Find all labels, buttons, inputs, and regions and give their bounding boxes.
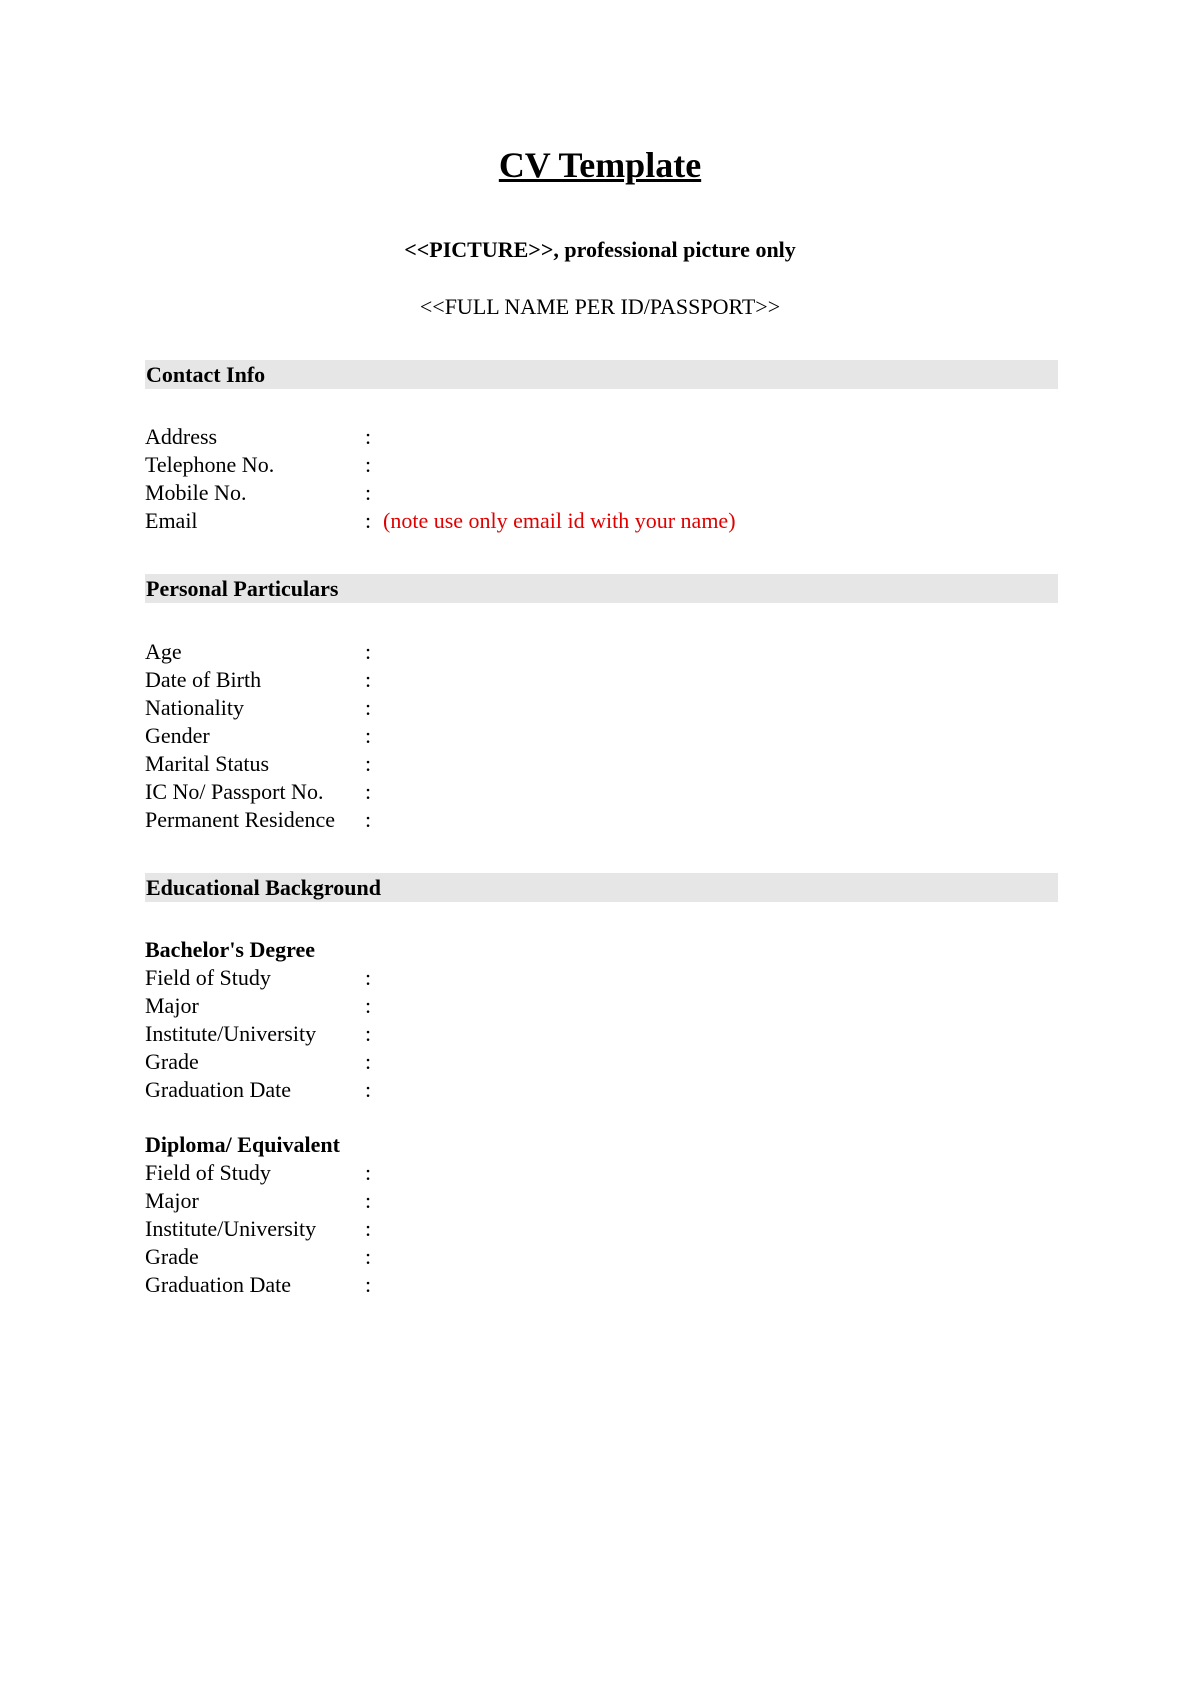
- field-label: Major: [145, 993, 199, 1018]
- field-label: Permanent Residence: [145, 807, 335, 832]
- field-label: Institute/University: [145, 1021, 317, 1046]
- field-label: Grade: [145, 1244, 199, 1269]
- field-label: Field of Study: [145, 965, 271, 990]
- email-note: (note use only email id with your name): [383, 508, 736, 533]
- field-label: Marital Status: [145, 751, 270, 776]
- picture-placeholder: <<PICTURE>>, professional picture only: [404, 237, 796, 262]
- field-colon: :: [365, 1272, 372, 1297]
- field-label: Address: [145, 424, 218, 449]
- field-label: Institute/University: [145, 1216, 317, 1241]
- full-name-placeholder: <<FULL NAME PER ID/PASSPORT>>: [419, 294, 781, 319]
- section-educational-background: [145, 873, 1058, 902]
- section-heading: Contact Info: [146, 362, 266, 387]
- field-label: Telephone No.: [145, 452, 275, 477]
- field-colon: :: [365, 723, 372, 748]
- document-title: CV Template: [498, 145, 702, 185]
- field-colon: :: [365, 1021, 372, 1046]
- section-heading: Educational Background: [146, 875, 381, 900]
- field-colon: :: [365, 452, 372, 477]
- section-heading: Personal Particulars: [146, 576, 339, 601]
- field-colon: :: [365, 1049, 372, 1074]
- field-label: Graduation Date: [145, 1077, 291, 1102]
- field-colon: :: [365, 751, 372, 776]
- diploma-heading: Diploma/ Equivalent: [145, 1132, 340, 1157]
- field-colon: :: [365, 480, 372, 505]
- field-label: Age: [145, 639, 182, 664]
- field-colon: :: [365, 695, 372, 720]
- field-colon: :: [365, 965, 372, 990]
- field-colon: :: [365, 1216, 372, 1241]
- field-label: Email: [145, 508, 198, 533]
- field-colon: :: [365, 779, 372, 804]
- field-colon: :: [365, 807, 372, 832]
- field-label: Gender: [145, 723, 210, 748]
- field-label: Date of Birth: [145, 667, 262, 692]
- field-label: Graduation Date: [145, 1272, 291, 1297]
- section-contact-info: [145, 360, 1058, 389]
- field-colon: :: [365, 993, 372, 1018]
- field-colon: :: [365, 1188, 372, 1213]
- field-label: Nationality: [145, 695, 244, 720]
- field-colon: :: [365, 424, 372, 449]
- field-colon: :: [365, 667, 372, 692]
- field-colon: :: [365, 1244, 372, 1269]
- section-personal-particulars: [145, 574, 1058, 603]
- field-colon: :: [365, 1077, 372, 1102]
- field-colon: :: [365, 639, 372, 664]
- field-colon: :: [365, 508, 372, 533]
- bachelor-degree-heading: Bachelor's Degree: [145, 937, 316, 962]
- field-colon: :: [365, 1160, 372, 1185]
- field-label: Major: [145, 1188, 199, 1213]
- field-label: IC No/ Passport No.: [145, 779, 324, 804]
- field-label: Grade: [145, 1049, 199, 1074]
- field-label: Field of Study: [145, 1160, 271, 1185]
- field-label: Mobile No.: [145, 480, 247, 505]
